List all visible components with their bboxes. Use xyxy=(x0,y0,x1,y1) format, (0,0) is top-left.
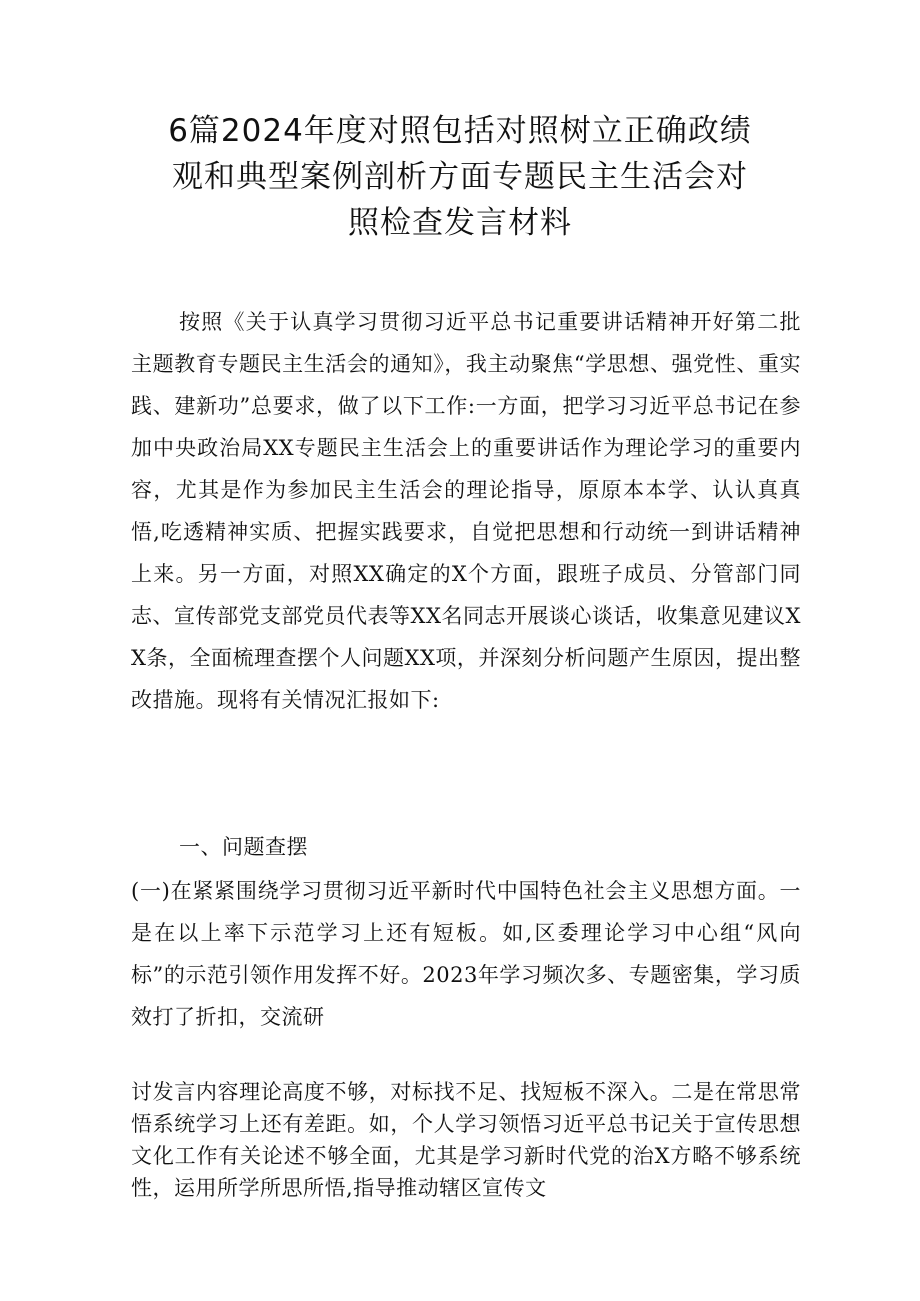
title-line-1: 6篇2024年度对照包括对照树立正确政绩 xyxy=(168,113,752,149)
document-title xyxy=(110,108,810,246)
section-heading: 一、问题查摆 xyxy=(179,835,308,859)
intro-paragraph: 按照《关于认真学习贯彻习近平总书记重要讲话精神开好第二批主题教育专题民主生活会的通知》，我主动聚焦“学思想、强党性、重实践、建新功”总要求，做了以下工作:一方面，把学习习近平总书记在参加中央政治局XX专题民主生活会上的重要讲话作为理论学习的重要内容，尤其是作为参加民主生活会的理论指导，原原本本学、认认真真悟,吃透精神实质、把握实践要求，自觉把思想和行动统一到讲话精神上来。另一方面，对照XX确定的X个方面，跟班子成员、分管部门同志、宣传部党支部党员代表等XX名同志开展谈心谈话，收集意见建议XX条，全面梳理查摆个人问题XX项，并深刻分析问题产生原因，提出整改措施。现将有关情况汇报如下: xyxy=(131,310,801,712)
title-line-3: 照检查发言材料 xyxy=(348,205,572,241)
continuation-paragraph: 讨发言内容理论高度不够，对标找不足、找短板不深入。二是在常思常悟系统学习上还有差距。如，个人学习领悟习近平总书记关于宣传思想文化工作有关论述不够全面，尤其是学习新时代党的治X方略不够系统性，运用所学所思所悟,指导推动辖区宣传文 xyxy=(131,1080,801,1200)
subsection-paragraph: (一)在紧紧围绕学习贯彻习近平新时代中国特色社会主义思想方面。一是在以上率下示范学习上还有短板。如,区委理论学习中心组“风向标”的示范引领作用发挥不好。2023年学习频次多、专题密集，学习质效打了折扣，交流研 xyxy=(131,879,801,1029)
title-line-2: 观和典型案例剖析方面专题民主生活会对 xyxy=(172,159,748,195)
